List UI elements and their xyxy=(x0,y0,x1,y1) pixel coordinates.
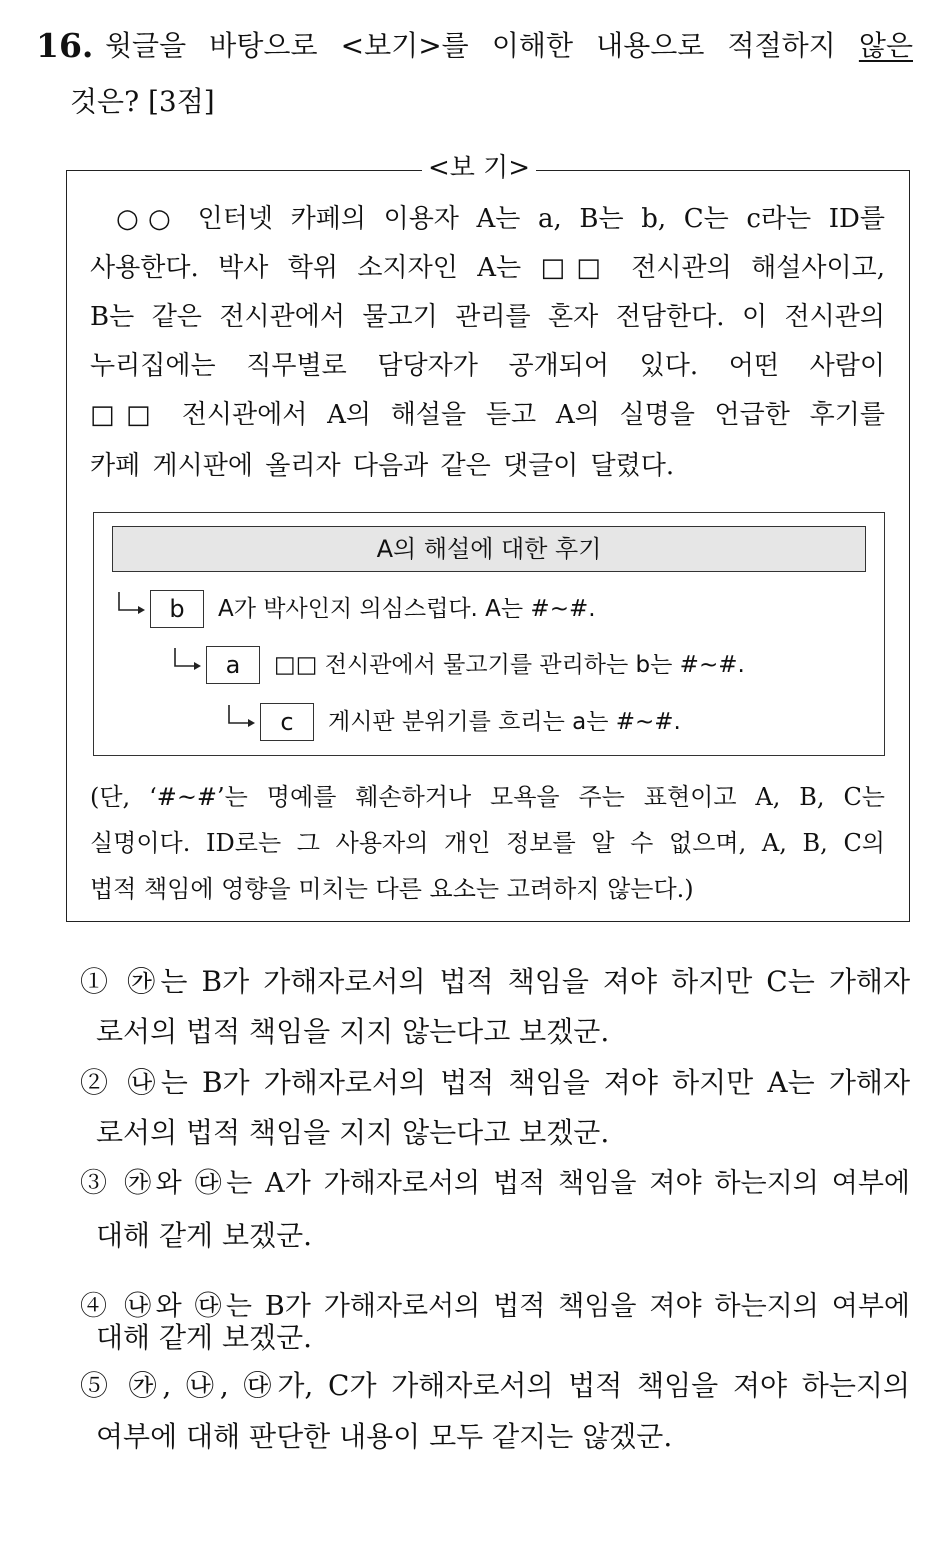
comment-post-title: A의 해설에 대한 후기 xyxy=(112,526,866,572)
question-stem-text: 윗글을 바탕으로 <보기>를 이해한 내용으로 적절하지 xyxy=(105,29,859,62)
question-stem-line2: 것은? [3점] xyxy=(70,85,215,118)
reply-text: A가 박사인지 의심스럽다. A는 #~#. xyxy=(218,596,596,622)
option-2-continuation: 로서의 법적 책임을 지지 않는다고 보겠군. xyxy=(96,1116,610,1149)
reply-user-id: a xyxy=(206,646,260,684)
bogi-paragraph-line: 사용한다. 박사 학위 소지자인 A는 □□ 전시관의 해설사이고, xyxy=(90,253,885,283)
bogi-paragraph-line: 누리집에는 직무별로 담당자가 공개되어 있다. 어떤 사람이 xyxy=(90,351,885,381)
option-4-continuation: 대해 같게 보겠군. xyxy=(96,1321,313,1354)
bogi-paragraph-line: 카페 게시판에 올리자 다음과 같은 댓글이 달렸다. xyxy=(90,451,675,481)
question-stem-underlined: 않은 xyxy=(858,29,913,62)
question-number: 16. xyxy=(36,26,94,65)
bogi-note-line: 실명이다. ID로는 그 사용자의 개인 정보를 알 수 없으며, A, B, C의 xyxy=(90,829,885,857)
reply-text: 게시판 분위기를 흐리는 a는 #~#. xyxy=(328,709,681,735)
bogi-paragraph-line: ○○ 인터넷 카페의 이용자 A는 a, B는 b, C는 c라는 ID를 xyxy=(116,204,885,234)
reply-user-id: b xyxy=(150,590,204,628)
bogi-title: <보 기> xyxy=(422,148,536,188)
option-5[interactable]: ⑤ ㉮, ㉯, ㉰가, C가 가해자로서의 법적 책임을 져야 하는지의 xyxy=(80,1369,910,1402)
question-stem-line1 xyxy=(105,22,913,70)
reply-arrow-icon xyxy=(116,590,150,624)
bogi-note-line: 법적 책임에 영향을 미치는 다른 요소는 고려하지 않는다.) xyxy=(90,875,694,903)
bogi-paragraph-line: □□ 전시관에서 A의 해설을 듣고 A의 실명을 언급한 후기를 xyxy=(90,400,885,430)
option-3-continuation: 대해 같게 보겠군. xyxy=(96,1219,313,1252)
bogi-paragraph-line: B는 같은 전시관에서 물고기 관리를 혼자 전담한다. 이 전시관의 xyxy=(90,302,885,332)
option-3[interactable]: ③ ㉮와 ㉰는 A가 가해자로서의 법적 책임을 져야 하는지의 여부에 xyxy=(80,1168,910,1199)
bogi-note-line: (단, ‘#~#’는 명예를 훼손하거나 모욕을 주는 표현이고 A, B, C는 xyxy=(90,783,885,811)
reply-user-id: c xyxy=(260,703,314,741)
option-1[interactable]: ① ㉮는 B가 가해자로서의 법적 책임을 져야 하지만 C는 가해자 xyxy=(80,965,910,998)
option-2[interactable]: ② ㉯는 B가 가해자로서의 법적 책임을 져야 하지만 A는 가해자 xyxy=(80,1066,910,1099)
option-5-continuation: 여부에 대해 판단한 내용이 모두 같지는 않겠군. xyxy=(96,1420,673,1453)
option-1-continuation: 로서의 법적 책임을 지지 않는다고 보겠군. xyxy=(96,1015,610,1048)
reply-text: □□ 전시관에서 물고기를 관리하는 b는 #~#. xyxy=(274,652,745,678)
reply-arrow-icon xyxy=(226,703,260,737)
option-4[interactable]: ④ ㉯와 ㉰는 B가 가해자로서의 법적 책임을 져야 하는지의 여부에 xyxy=(80,1291,910,1322)
reply-arrow-icon xyxy=(172,646,206,680)
